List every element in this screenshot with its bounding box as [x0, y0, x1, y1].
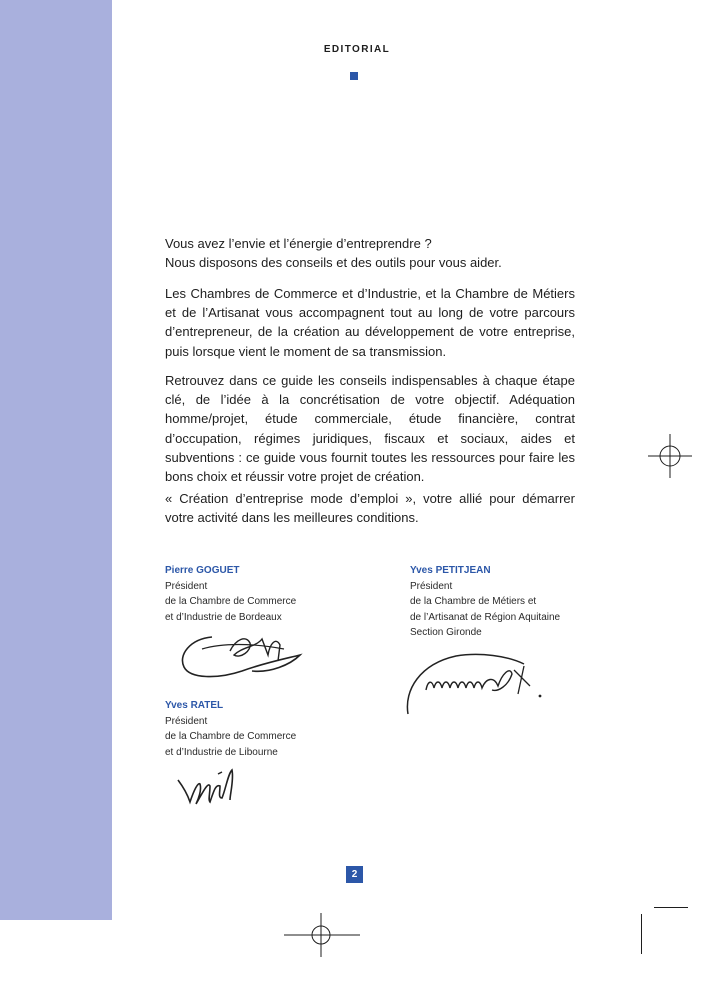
signatory-org-line: de la Chambre de Commerce: [165, 596, 297, 607]
intro-line-1: Vous avez l’envie et l’énergie d’entreprendre ?: [165, 236, 432, 251]
signatory-name: Pierre GOGUET: [165, 565, 240, 576]
signatory-org-line: Section Gironde: [410, 627, 482, 638]
signatory-org-line: de la Chambre de Commerce: [165, 731, 297, 742]
crop-mark-vertical: [641, 914, 642, 954]
signature-goguet: [172, 625, 322, 685]
side-color-band: [0, 0, 112, 920]
section-title: EDITORIAL: [323, 44, 391, 55]
blue-square-ornament: [350, 72, 358, 80]
signatory-goguet: [165, 563, 296, 625]
crop-mark-horizontal: [654, 907, 688, 908]
paragraph-conclusion: « Création d’entreprise mode d’emploi », votre allié pour démarrer votre activité dans les meilleures conditions.: [165, 491, 575, 526]
page-number: 2: [346, 866, 363, 883]
intro-paragraph: [165, 234, 575, 272]
signatory-name: Yves PETITJEAN: [410, 565, 491, 576]
signatory-org-line: et d’Industrie de Bordeaux: [165, 611, 282, 623]
signatory-title: Président: [410, 580, 453, 592]
signatory-petitjean: [410, 563, 560, 641]
paragraph-guide: Retrouvez dans ce guide les conseils indispensables à chaque étape clé, de l’idée à la concrétisation de votre objectif. Adéquation homme/projet, étude commerciale, étude financière, contrat d’occupation, régimes juridiques, fiscaux et sociaux, aides et subventions : ce guide vous fournit toutes les ressources pour faire les bons choix et réussir votre projet de création.: [165, 373, 575, 485]
registration-mark-bottom: [284, 913, 360, 957]
signatory-ratel: [165, 698, 296, 760]
intro-line-2: Nous disposons des conseils et des outils pour vous aider.: [165, 255, 502, 271]
signatory-org-line: de la Chambre de Métiers et: [410, 596, 537, 607]
signatory-title: Président: [165, 580, 208, 592]
registration-mark-right: [648, 434, 692, 478]
signatory-org-line: de l’Artisanat de Région Aquitaine: [410, 611, 561, 623]
signatory-title: Président: [165, 715, 208, 727]
signatory-name: Yves RATEL: [165, 700, 224, 711]
signature-ratel: [174, 760, 254, 810]
signatory-org-line: et d’Industrie de Libourne: [165, 746, 278, 758]
paragraph-chambers: Les Chambres de Commerce et d’Industrie, et la Chambre de Métiers et de l’Artisanat vous accompagnent tout au long de votre parcours d’entrepreneur, de la création au développement de votre entreprise, puis lorsque vient le moment de sa transmission.: [165, 286, 575, 359]
signature-petitjean: [398, 640, 558, 720]
